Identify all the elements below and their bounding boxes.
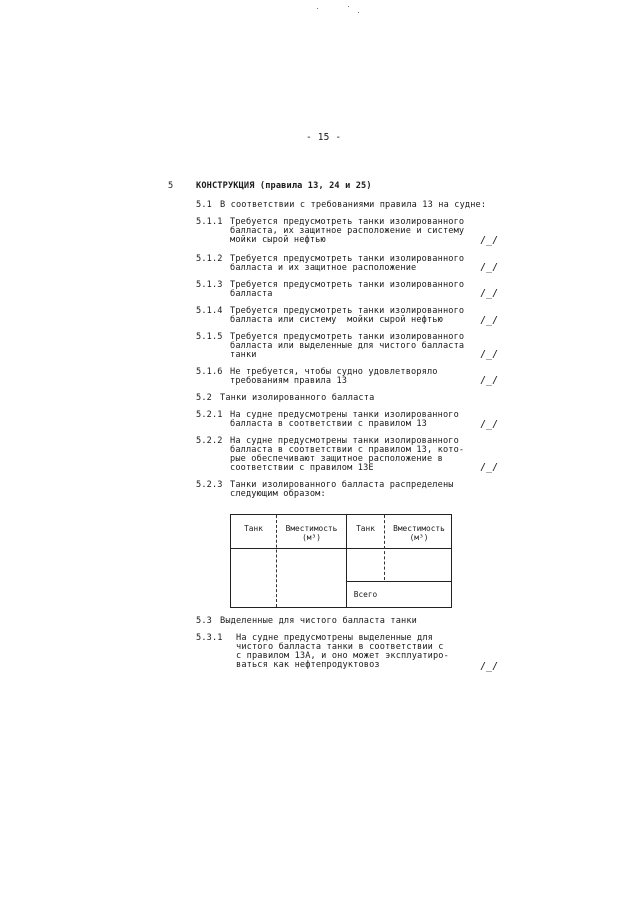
item-text: В соответствии с требованиями правила 13 на судне: — [220, 200, 487, 210]
item-text: Требуется предусмотреть танки изолированного — [230, 280, 465, 290]
ballast-tank-table — [230, 514, 452, 608]
section-title: КОНСТРУКЦИЯ (правила 13, 24 и 25) — [196, 181, 372, 191]
item-text: чистого балласта танки в соответствии с — [236, 642, 444, 652]
item-number: 5.2.1 — [196, 410, 223, 420]
scan-speck — [348, 6, 349, 7]
item-text: Танки изолированного балласта — [220, 393, 375, 403]
item-text: Не требуется, чтобы судно удовлетворяло — [230, 367, 438, 377]
item-text: танки — [230, 350, 257, 360]
item-text: рые обеспечивают защитное расположение в — [230, 454, 443, 464]
checkbox[interactable]: /_/ — [480, 419, 499, 430]
item-text: требованиям правила 13 — [230, 376, 348, 386]
item-number: 5.1.2 — [196, 254, 223, 264]
item-text: мойки сырой нефтью — [230, 235, 326, 245]
item-number: 5.2.3 — [196, 480, 223, 490]
item-text: балласта в соответствии с правилом 13 — [230, 419, 427, 429]
table-header-tank: Танк — [244, 524, 263, 533]
item-text: балласта или систему мойки сырой нефтью — [230, 315, 443, 325]
item-number: 5.1.4 — [196, 306, 223, 316]
item-text: балласта в соответствии с правилом 13, кото- — [230, 445, 465, 455]
checkbox[interactable]: /_/ — [480, 235, 499, 246]
table-total-label: Всего — [353, 590, 378, 599]
item-text: балласта и их защитное расположение — [230, 263, 417, 273]
checkbox[interactable]: /_/ — [480, 462, 499, 473]
checkbox[interactable]: /_/ — [480, 315, 499, 326]
item-number: 5.1.6 — [196, 367, 223, 377]
item-text: балласта или выделенные для чистого балласта — [230, 341, 465, 351]
item-text: Требуется предусмотреть танки изолированного — [230, 217, 465, 227]
item-number: 5.2 — [196, 393, 212, 403]
table-header-capacity: Вместимость (м³) — [285, 524, 338, 542]
item-number: 5.1.5 — [196, 332, 223, 342]
item-number: 5.3.1 — [196, 633, 223, 643]
item-text: На судне предусмотрены выделенные для — [236, 633, 433, 643]
checkbox[interactable]: /_/ — [480, 288, 499, 299]
item-text: Требуется предусмотреть танки изолированного — [230, 254, 465, 264]
item-text: На судне предусмотрены танки изолированного — [230, 436, 459, 446]
page-number: - 15 - — [306, 132, 342, 143]
item-text: балласта, их защитное расположение и систему — [230, 226, 465, 236]
item-number: 5.1.1 — [196, 217, 223, 227]
scan-speck — [317, 8, 318, 9]
item-number: 5.1 — [196, 200, 212, 210]
item-text: Танки изолированного балласта распределены — [230, 480, 454, 490]
scan-speck — [358, 12, 359, 13]
item-text: Выделенные для чистого балласта танки — [220, 616, 417, 626]
item-text: следующим образом: — [230, 489, 326, 499]
item-text: балласта — [230, 289, 273, 299]
item-number: 5.2.2 — [196, 436, 223, 446]
item-text: соответствии с правилом 13Е — [230, 463, 374, 473]
item-number: 5.3 — [196, 616, 212, 626]
checkbox[interactable]: /_/ — [480, 349, 499, 360]
item-text: ваться как нефтепродуктовоз — [236, 660, 380, 670]
checkbox[interactable]: /_/ — [480, 262, 499, 273]
checkbox[interactable]: /_/ — [480, 661, 499, 672]
item-text: Требуется предусмотреть танки изолированного — [230, 306, 465, 316]
table-header-tank: Танк — [356, 524, 375, 533]
section-number: 5 — [168, 181, 174, 191]
table-header-capacity: Вместимость (м³) — [393, 524, 445, 542]
item-text: с правилом 13А, и оно может эксплуатиро- — [236, 651, 449, 661]
item-text: На судне предусмотрены танки изолированного — [230, 410, 459, 420]
checkbox[interactable]: /_/ — [480, 375, 499, 386]
item-text: Требуется предусмотреть танки изолированного — [230, 332, 465, 342]
item-number: 5.1.3 — [196, 280, 223, 290]
